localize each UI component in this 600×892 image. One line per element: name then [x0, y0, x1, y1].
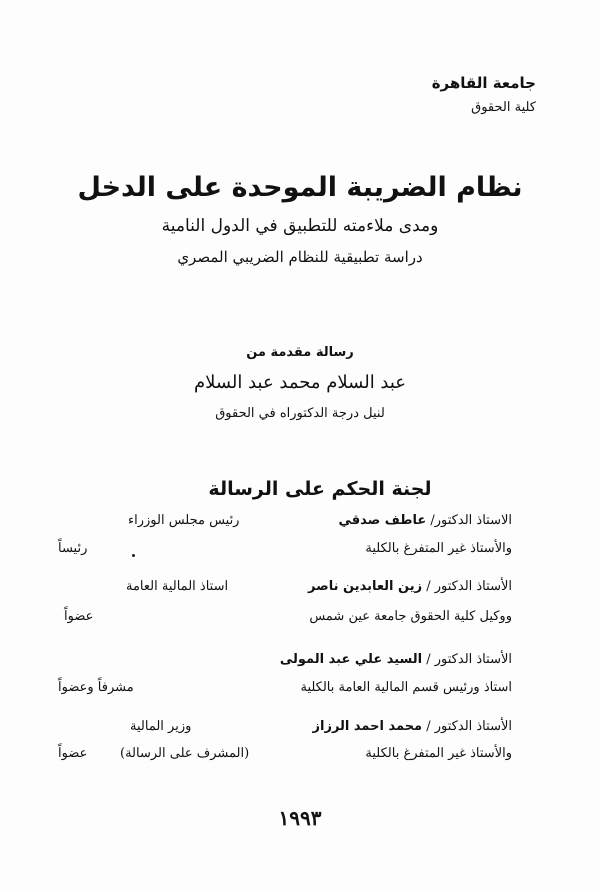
committee-heading: لجنة الحكم على الرسالة: [208, 478, 432, 500]
member-4-prefix: الأستاذ الدكتور /: [426, 719, 512, 734]
member-4-role: عضواً: [58, 746, 88, 761]
thesis-title: نظام الضريبة الموحدة على الدخل: [77, 172, 523, 203]
faculty-name: كلية الحقوق: [471, 100, 536, 115]
member-2-name-line: [308, 579, 512, 594]
member-4-note: (المشرف على الرسالة): [120, 746, 250, 761]
member-3-name-line: [280, 652, 512, 667]
submitted-by-label: رسالة مقدمة من: [246, 345, 354, 360]
member-4-position: والأستاذ غير المتفرغ بالكلية: [365, 746, 512, 761]
year: ١٩٩٣: [278, 806, 322, 830]
member-2-prefix: الأستاذ الدكتور /: [426, 579, 512, 594]
member-3-role: مشرفاً وعضواً: [58, 680, 134, 695]
member-3-name: السيد علي عبد المولى: [279, 652, 423, 667]
thesis-study-type: دراسة تطبيقية للنظام الضريبي المصري: [177, 248, 423, 266]
university-name: جامعة القاهرة: [431, 74, 536, 92]
member-2-name: زين العابدين ناصر: [308, 579, 423, 594]
thesis-subtitle: ومدى ملاءمته للتطبيق في الدول النامية: [161, 216, 439, 236]
member-1-prefix: الاستاذ الدكتور/: [430, 513, 512, 528]
author-name: عبد السلام محمد عبد السلام: [193, 372, 407, 393]
member-1-name-line: [339, 513, 513, 528]
degree-statement: لنيل درجة الدكتوراه في الحقوق: [215, 406, 385, 421]
member-4-title: وزير المالية: [130, 719, 192, 734]
ink-speck: [132, 554, 135, 557]
member-3-position: استاذ ورئيس قسم المالية العامة بالكلية: [300, 680, 512, 695]
member-2-title: استاذ المالية العامة: [126, 579, 229, 594]
member-2-position: ووكيل كلية الحقوق جامعة عين شمس: [309, 609, 512, 624]
member-1-role: رئيساً: [58, 541, 88, 556]
member-1-position: والأستاذ غير المتفرغ بالكلية: [365, 541, 512, 556]
member-4-name: محمد احمد الرزاز: [312, 719, 423, 734]
member-4-name-line: [313, 719, 512, 734]
member-1-name: عاطف صدقي: [338, 513, 427, 528]
member-3-prefix: الأستاذ الدكتور /: [426, 652, 512, 667]
member-2-role: عضواً: [64, 609, 94, 624]
member-1-title: رئيس مجلس الوزراء: [128, 513, 240, 528]
